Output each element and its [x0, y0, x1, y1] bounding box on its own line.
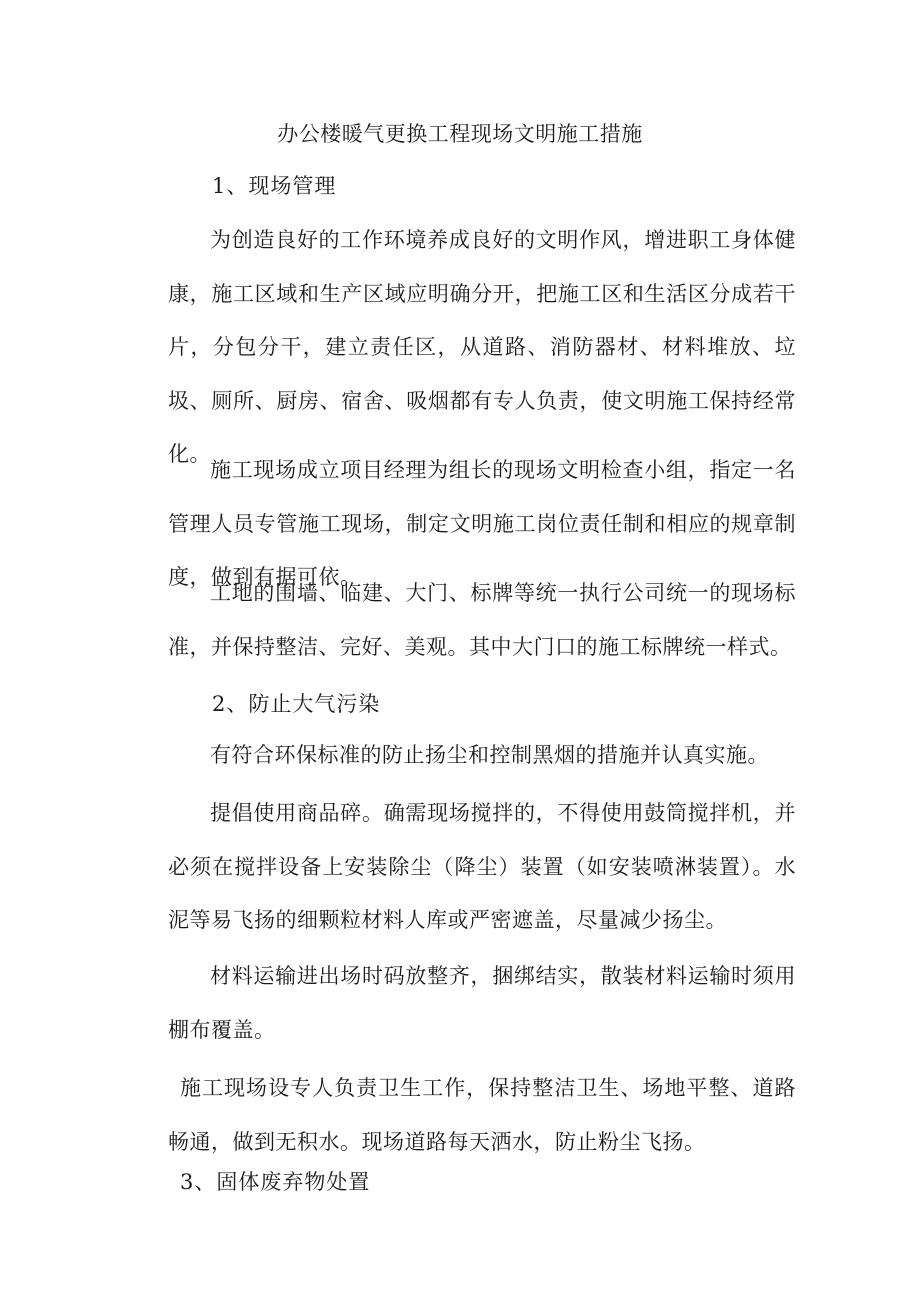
paragraph-site-management-3: 工地的围墙、临建、大门、标牌等统一执行公司统一的现场标准，并保持整洁、完好、美观。其中大门口的施工标牌统一样式。: [168, 581, 796, 659]
paragraph-air-pollution-2: 提倡使用商品碎。确需现场搅拌的，不得使用鼓筒搅拌机，并必须在搅拌设备上安装除尘（降尘）装置（如安装喷淋装置）。水泥等易飞扬的细颗粒材料人库或严密遮盖，尽量减少扬尘。: [168, 801, 796, 932]
paragraph-site-management-2: 施工现场成立项目经理为组长的现场文明检查小组，指定一名管理人员专管施工现场，制定文明施工岗位责任制和相应的规章制度，做到有据可依。: [168, 458, 796, 589]
paragraph-air-pollution-1: 有符合环保标准的防止扬尘和控制黑烟的措施并认真实施。: [210, 743, 769, 767]
paragraph-air-pollution-3: 材料运输进出场时码放整齐，捆绑结实，散装材料运输时须用棚布覆盖。: [168, 964, 796, 1042]
section-heading-1: 1、现场管理: [212, 174, 337, 198]
paragraph-air-pollution-4: 施工现场设专人负责卫生工作，保持整洁卫生、场地平整、道路畅通，做到无积水。现场道路每天洒水，防止粉尘飞扬。: [168, 1076, 796, 1154]
document-title: 办公楼暖气更换工程现场文明施工措施: [277, 122, 643, 146]
section-heading-3: 3、固体废弃物处置: [180, 1170, 371, 1194]
paragraph-site-management-1: 为创造良好的工作环境养成良好的文明作风，增进职工身体健康，施工区域和生产区域应明确分开，把施工区和生活区分成若干片，分包分干，建立责任区，从道路、消防器材、材料堆放、垃圾、厕所、厨房、宿舍、吸烟都有专人负责，使文明施工保持经常化。: [168, 228, 796, 466]
section-heading-2: 2、防止大气污染: [212, 692, 381, 716]
